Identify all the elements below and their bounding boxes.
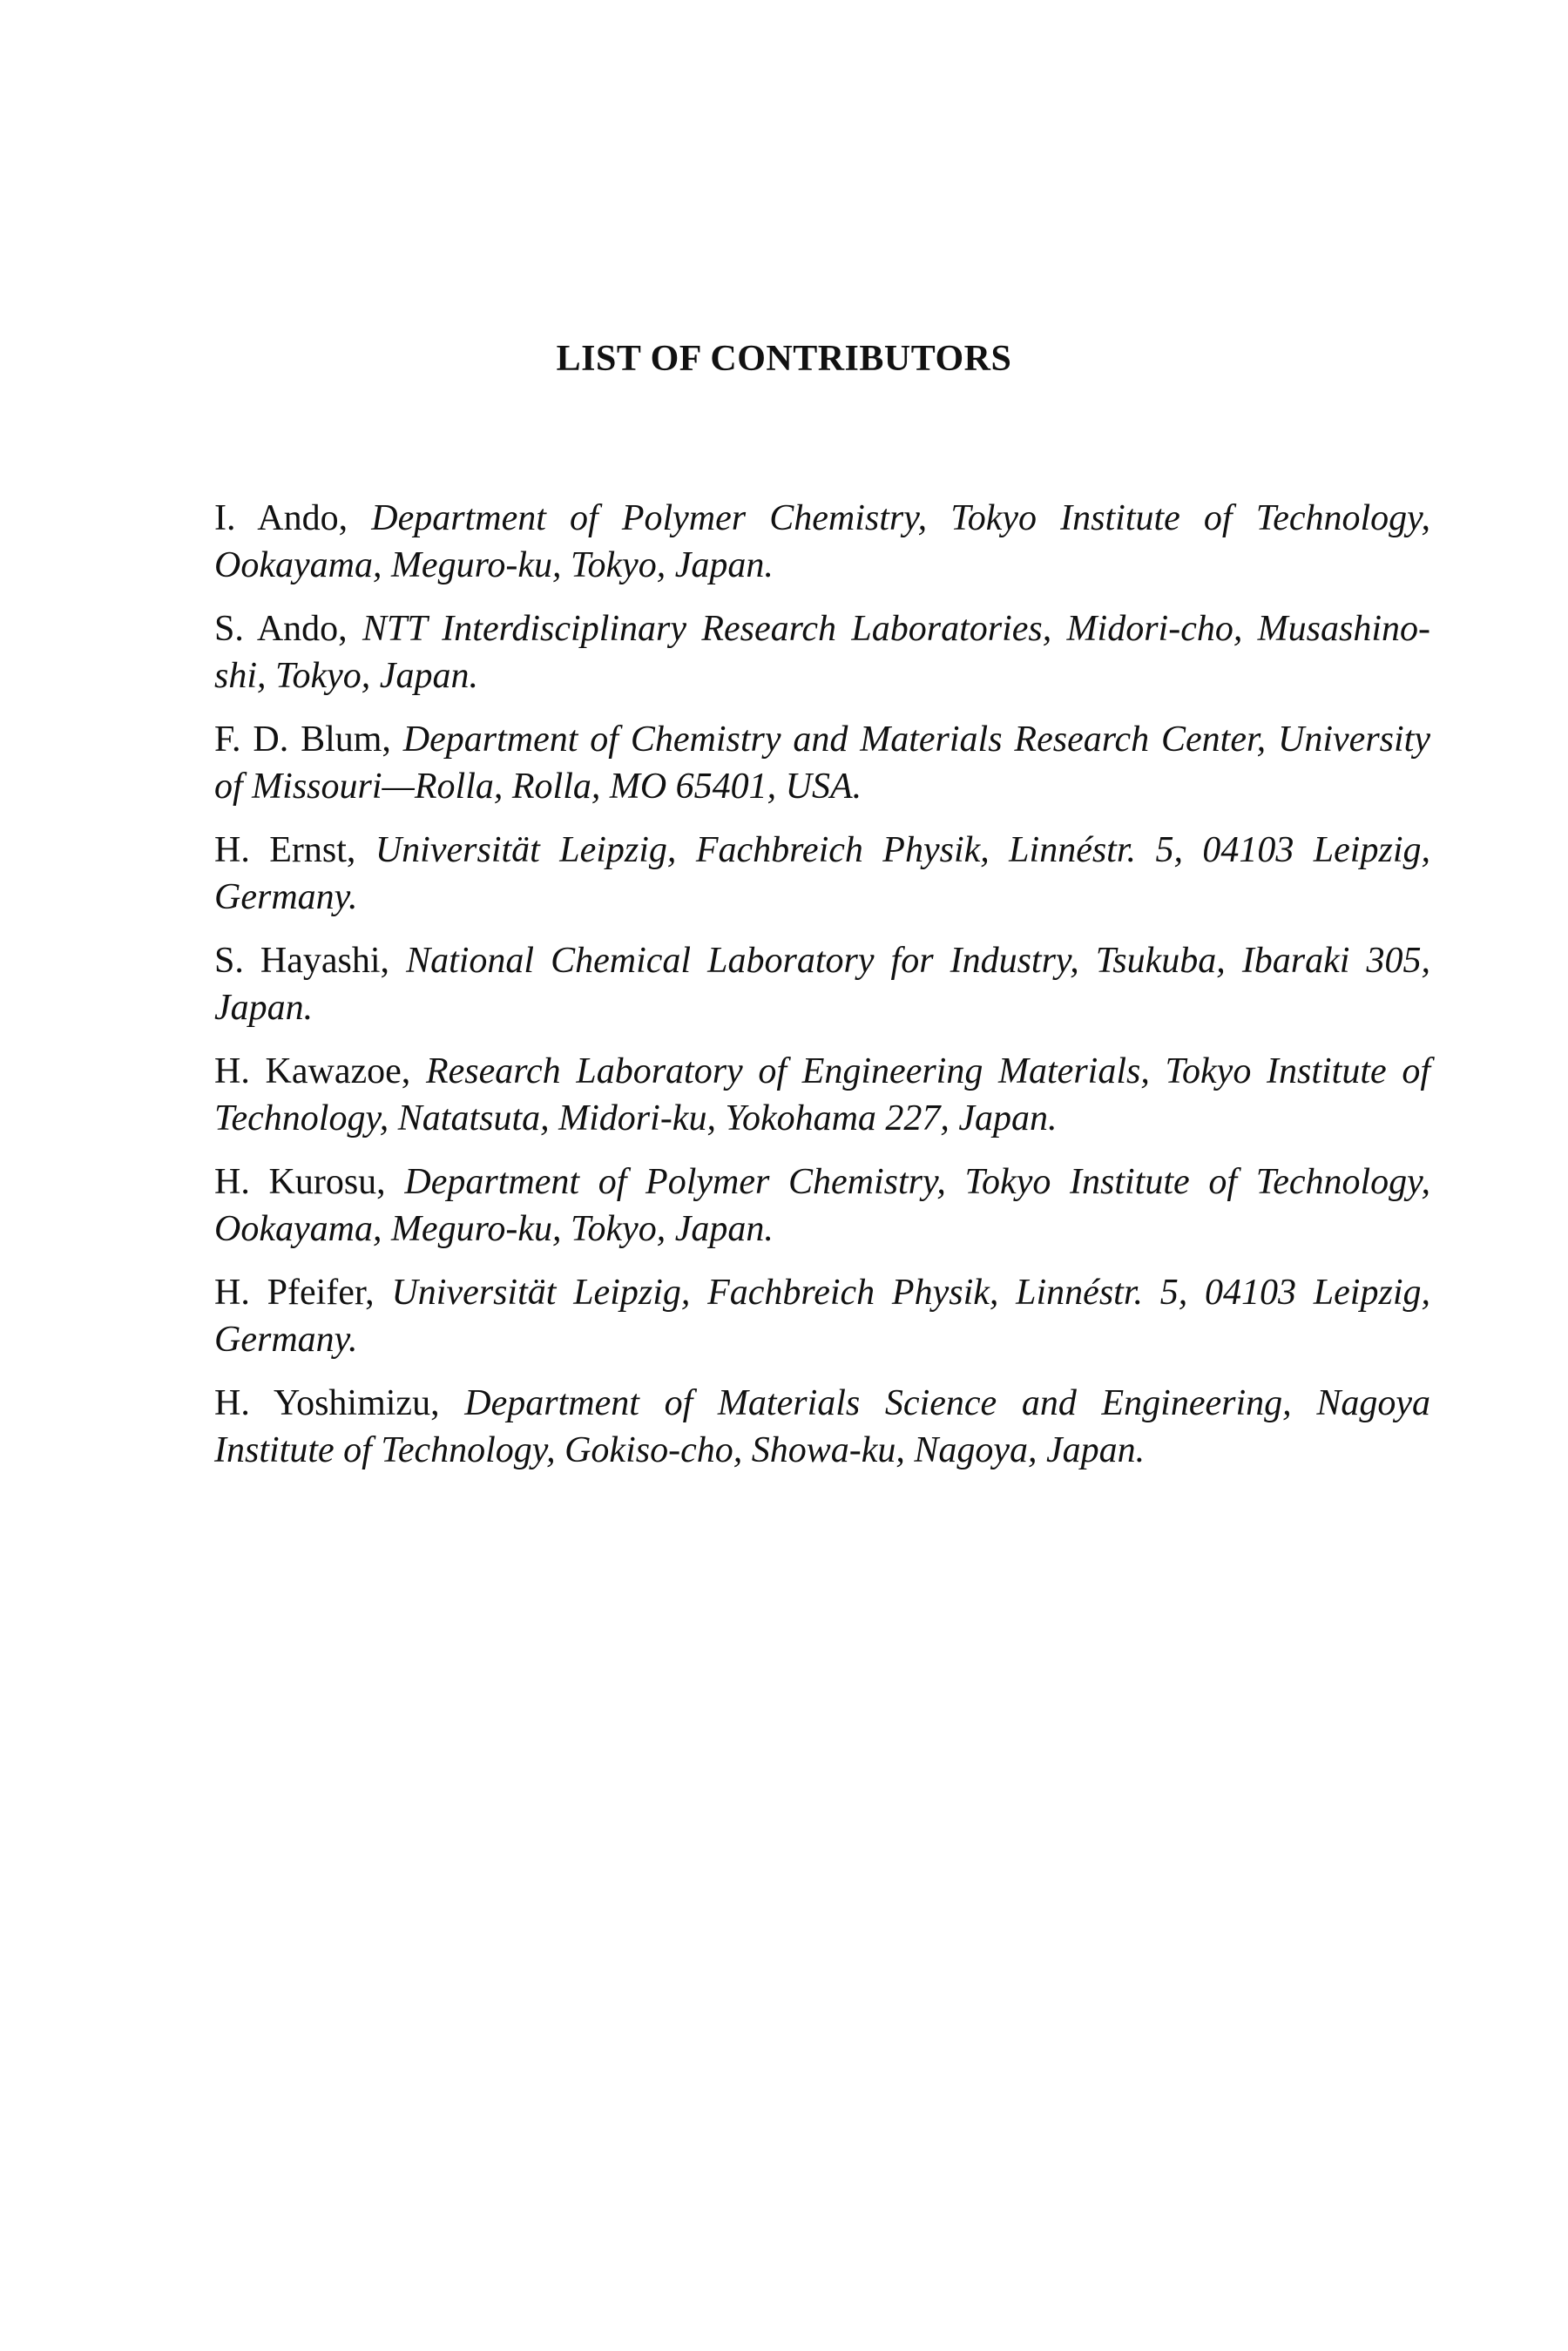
contributor-name: H. Kawazoe, <box>214 1051 411 1091</box>
contributor-entry <box>214 716 1430 810</box>
contributor-affiliation: National Chemical Laboratory for Industry, Tsukuba, Ibaraki 305, Japan. <box>214 941 1430 1028</box>
contributor-affiliation: Research Laboratory of Engineering Materials, Tokyo Institute of Technology, Natatsuta, Midori-ku, Yokohama 227, Japan. <box>214 1051 1431 1138</box>
contributor-affiliation: Universität Leipzig, Fachbreich Physik, Linnéstr. 5, 04103 Leipzig, Germany. <box>214 830 1430 917</box>
contributor-entry <box>214 495 1430 589</box>
contributor-list <box>214 495 1430 1490</box>
contributor-entry <box>214 1380 1430 1474</box>
contributor-entry <box>214 1048 1430 1142</box>
contributor-name: H. Pfeifer, <box>214 1273 375 1313</box>
contributor-affiliation: Department of Polymer Chemistry, Tokyo Institute of Technology, Ookayama, Meguro-ku, Tokyo, Japan. <box>214 498 1431 585</box>
contributor-name: I. Ando, <box>214 498 348 538</box>
page-title: LIST OF CONTRIBUTORS <box>556 339 1012 379</box>
contributor-affiliation: Department of Polymer Chemistry, Tokyo Institute of Technology, Ookayama, Meguro-ku, Tokyo, Japan. <box>214 1162 1430 1249</box>
contributor-name: S. Hayashi, <box>214 941 390 981</box>
contributor-entry <box>214 1159 1430 1253</box>
contributor-name: H. Kurosu, <box>214 1162 386 1202</box>
contributor-name: H. Ernst, <box>214 830 356 870</box>
contributor-affiliation: NTT Interdisciplinary Research Laboratories, Midori-cho, Musashino-shi, Tokyo, Japan. <box>214 609 1431 696</box>
contributor-entry <box>214 937 1430 1031</box>
contributor-name: S. Ando, <box>214 609 348 649</box>
contributor-entry <box>214 1269 1430 1363</box>
contributor-affiliation: Department of Chemistry and Materials Research Center, University of Missouri—Rolla, Rolla, MO 65401, USA. <box>214 719 1430 807</box>
contributor-affiliation: Universität Leipzig, Fachbreich Physik, Linnéstr. 5, 04103 Leipzig, Germany. <box>214 1273 1430 1360</box>
contributor-entry <box>214 605 1430 699</box>
contributor-entry <box>214 827 1430 921</box>
contributor-affiliation: Department of Materials Science and Engineering, Nagoya Institute of Technology, Gokiso-cho, Showa-ku, Nagoya, Japan. <box>214 1383 1430 1470</box>
contributor-name: H. Yoshimizu, <box>214 1383 440 1423</box>
contributor-name: F. D. Blum, <box>214 719 391 760</box>
